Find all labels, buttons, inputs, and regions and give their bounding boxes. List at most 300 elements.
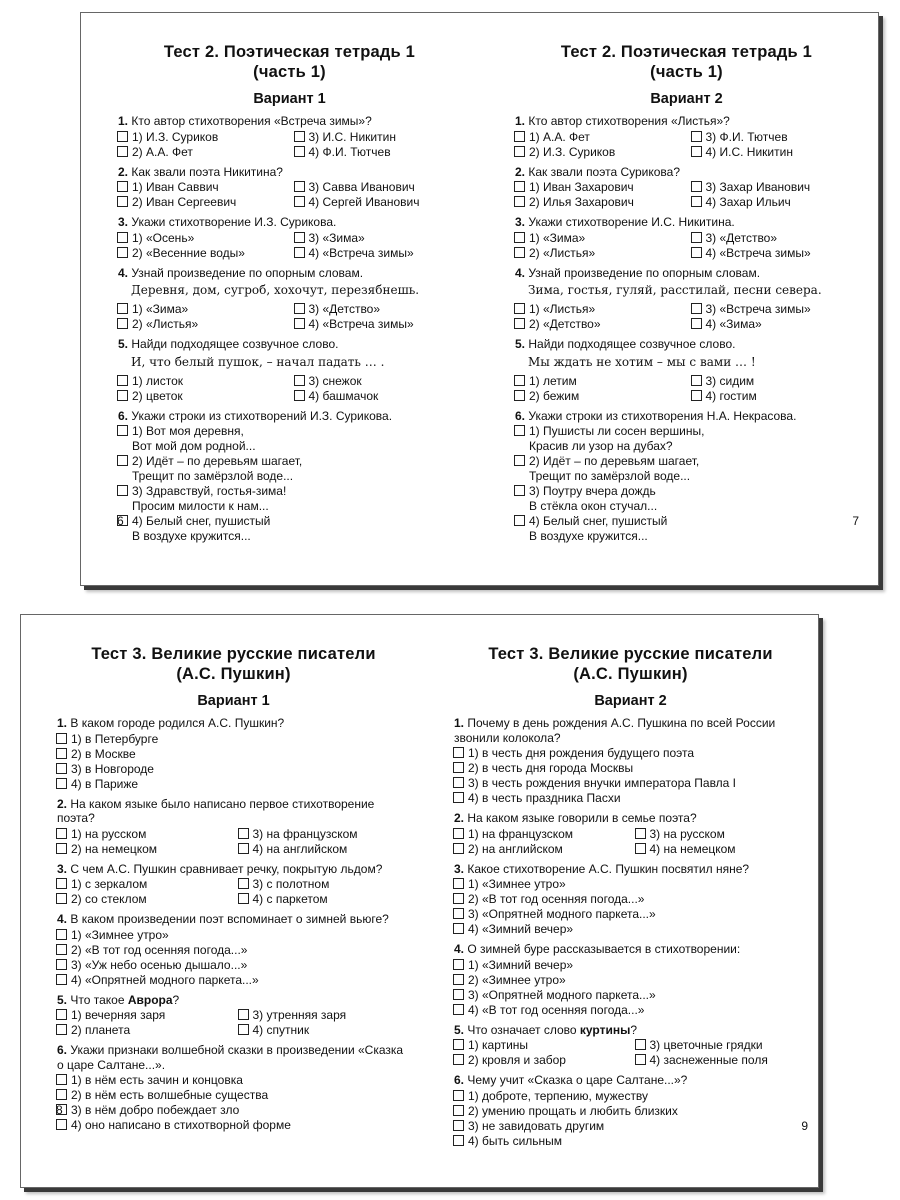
- answer-option[interactable]: [691, 389, 860, 404]
- answer-option[interactable]: [56, 1023, 230, 1038]
- answer-option[interactable]: [453, 973, 808, 988]
- checkbox[interactable]: [56, 1009, 67, 1020]
- option-label: 2) Илья Захарович: [529, 195, 634, 209]
- option-label: 4) «Зима»: [705, 317, 762, 331]
- answer-option[interactable]: [56, 762, 411, 777]
- checkbox[interactable]: [294, 303, 305, 314]
- checkbox[interactable]: [514, 425, 525, 436]
- checkbox[interactable]: [453, 1039, 464, 1050]
- answer-options: [117, 374, 462, 404]
- answer-option[interactable]: [117, 424, 462, 454]
- answer-option[interactable]: [691, 374, 860, 389]
- answer-option[interactable]: [453, 922, 808, 937]
- checkbox[interactable]: [453, 762, 464, 773]
- variant-heading: Вариант 2: [650, 91, 723, 107]
- answer-option[interactable]: [691, 180, 860, 195]
- answer-option[interactable]: [56, 777, 411, 792]
- answer-option[interactable]: [294, 180, 463, 195]
- checkbox[interactable]: [117, 485, 128, 496]
- checkbox[interactable]: [238, 843, 249, 854]
- answer-option[interactable]: [453, 958, 808, 973]
- checkbox[interactable]: [514, 303, 525, 314]
- variant-heading: Вариант 2: [594, 693, 667, 709]
- answer-option[interactable]: [514, 130, 683, 145]
- question-number: 6.: [515, 408, 526, 423]
- checkbox[interactable]: [635, 843, 646, 854]
- option-label: 1) «Осень»: [132, 230, 195, 245]
- checkbox[interactable]: [453, 974, 464, 985]
- option-label: 4) Ф.И. Тютчев: [308, 144, 391, 159]
- checkbox[interactable]: [691, 232, 702, 243]
- answer-option[interactable]: [56, 973, 411, 988]
- answer-option[interactable]: [453, 746, 808, 761]
- answer-option[interactable]: [238, 892, 412, 907]
- answer-option[interactable]: [691, 317, 860, 332]
- answer-option[interactable]: [117, 484, 462, 514]
- checkbox[interactable]: [56, 763, 67, 774]
- question-body: Узнай произведение по опорным словам.: [528, 265, 761, 280]
- question-text: [453, 1073, 808, 1088]
- option-label: 2) со стеклом: [71, 892, 147, 906]
- option-label: 2) «Весенние воды»: [132, 245, 245, 260]
- answer-option[interactable]: [117, 317, 286, 332]
- answer-option[interactable]: [691, 231, 860, 246]
- title-line-1: Тест 3. Великие русские писатели: [91, 645, 376, 663]
- question-number: 4.: [57, 912, 68, 926]
- question: [514, 266, 859, 333]
- answer-option[interactable]: [453, 1038, 627, 1053]
- checkbox[interactable]: [294, 390, 305, 401]
- question-number: 6.: [118, 408, 129, 423]
- quote-text: Зима, гостья, гуляй, расстилай, песни севера.: [528, 283, 822, 297]
- option-label: 3) «Детство»: [705, 230, 778, 245]
- question-text: [514, 337, 859, 352]
- answer-option[interactable]: [56, 1008, 230, 1023]
- question-text: [453, 716, 808, 745]
- answer-option[interactable]: [514, 246, 683, 261]
- checkbox[interactable]: [453, 1054, 464, 1065]
- answer-option[interactable]: [294, 195, 463, 210]
- option-label: 4) «Зимний вечер»: [468, 922, 574, 936]
- checkbox[interactable]: [453, 1135, 464, 1146]
- question-text: [453, 1023, 808, 1038]
- question-text: [117, 266, 462, 281]
- answer-option[interactable]: [453, 1003, 808, 1018]
- answer-option[interactable]: [117, 195, 286, 210]
- question-text: [117, 165, 462, 180]
- question: [514, 165, 859, 211]
- answer-option[interactable]: [56, 892, 230, 907]
- variant-heading: Вариант 1: [253, 91, 326, 107]
- question-number: 5.: [515, 337, 526, 351]
- answer-option[interactable]: [453, 827, 627, 842]
- test-title: [453, 644, 808, 684]
- option-label: 4) Захар Ильич: [705, 195, 791, 209]
- answer-options: [514, 231, 859, 261]
- answer-option[interactable]: [238, 877, 412, 892]
- checkbox[interactable]: [117, 232, 128, 243]
- checkbox[interactable]: [691, 181, 702, 192]
- checkbox[interactable]: [117, 196, 128, 207]
- question: [453, 811, 808, 857]
- checkbox[interactable]: [238, 893, 249, 904]
- question-number: 3.: [515, 215, 526, 229]
- checkbox[interactable]: [56, 1119, 67, 1130]
- checkbox[interactable]: [453, 989, 464, 1000]
- answer-options: [453, 1089, 808, 1149]
- checkbox[interactable]: [56, 828, 67, 839]
- checkbox[interactable]: [238, 828, 249, 839]
- option-label: 1) Пушисты ли сосен вершины, Красив ли узор на дубах?: [529, 424, 705, 453]
- question-number: 1.: [454, 716, 465, 730]
- option-label: 2) кровля и забор: [468, 1053, 566, 1067]
- checkbox[interactable]: [514, 318, 525, 329]
- question-number: 2.: [454, 811, 465, 825]
- question-number: 2.: [118, 164, 129, 179]
- option-label: 4) с паркетом: [252, 892, 328, 906]
- question-body: Кто автор стихотворения «Листья»?: [528, 114, 730, 128]
- checkbox[interactable]: [514, 455, 525, 466]
- option-label: 1) на французском: [468, 826, 574, 841]
- question: [56, 797, 411, 857]
- question-body: Найди подходящее созвучное слово.: [528, 337, 736, 351]
- option-label: 1) Иван Саввич: [132, 180, 219, 194]
- checkbox[interactable]: [691, 196, 702, 207]
- checkbox[interactable]: [117, 303, 128, 314]
- checkbox[interactable]: [117, 181, 128, 192]
- option-label: 2) Идёт – по деревьям шагает, Трещит по замёрзлой воде...: [529, 454, 700, 483]
- checkbox[interactable]: [56, 1089, 67, 1100]
- answer-options: [453, 958, 808, 1018]
- answer-option[interactable]: [453, 842, 627, 857]
- answer-option[interactable]: [635, 1053, 809, 1068]
- option-label: 4) Белый снег, пушистый В воздухе кружится...: [132, 514, 271, 543]
- checkbox[interactable]: [453, 843, 464, 854]
- answer-option[interactable]: [56, 877, 230, 892]
- answer-option[interactable]: [56, 1118, 411, 1133]
- answer-option[interactable]: [56, 842, 230, 857]
- checkbox[interactable]: [453, 792, 464, 803]
- answer-option[interactable]: [514, 514, 859, 544]
- answer-option[interactable]: [117, 454, 462, 484]
- checkbox[interactable]: [56, 1024, 67, 1035]
- answer-option[interactable]: [294, 130, 463, 145]
- checkbox[interactable]: [691, 247, 702, 258]
- answer-option[interactable]: [294, 389, 463, 404]
- answer-option[interactable]: [294, 145, 463, 160]
- answer-option[interactable]: [56, 827, 230, 842]
- option-label: 3) снежок: [308, 373, 362, 388]
- checkbox[interactable]: [238, 1024, 249, 1035]
- answer-option[interactable]: [691, 130, 860, 145]
- title-line-2: (А.С. Пушкин): [573, 665, 688, 683]
- answer-option[interactable]: [56, 943, 411, 958]
- checkbox[interactable]: [238, 878, 249, 889]
- option-label: 2) «Зимнее утро»: [468, 972, 566, 987]
- answer-option[interactable]: [56, 1088, 411, 1103]
- checkbox[interactable]: [453, 893, 464, 904]
- option-label: 3) Поутру вчера дождь В стёкла окон стучал...: [529, 484, 658, 513]
- question-number: 3.: [57, 861, 68, 876]
- checkbox[interactable]: [117, 131, 128, 142]
- answer-option[interactable]: [56, 747, 411, 762]
- checkbox[interactable]: [514, 232, 525, 243]
- checkbox[interactable]: [117, 146, 128, 157]
- answer-option[interactable]: [514, 484, 859, 514]
- checkbox[interactable]: [56, 843, 67, 854]
- checkbox[interactable]: [453, 747, 464, 758]
- page-number: 8: [56, 1103, 63, 1117]
- checkbox[interactable]: [514, 375, 525, 386]
- checkbox[interactable]: [294, 375, 305, 386]
- option-label: 2) цветок: [132, 388, 183, 403]
- checkbox[interactable]: [514, 181, 525, 192]
- option-label: 3) в нём добро побеждает зло: [71, 1103, 240, 1117]
- option-label: 1) А.А. Фет: [529, 129, 590, 144]
- checkbox[interactable]: [117, 247, 128, 258]
- answer-options: [117, 231, 462, 261]
- checkbox[interactable]: [453, 923, 464, 934]
- answer-option[interactable]: [453, 877, 808, 892]
- checkbox[interactable]: [453, 777, 464, 788]
- question-body: Укажи признаки волшебной сказки в произведении «Сказка о царе Салтане...».: [57, 1043, 404, 1072]
- option-label: 3) «Встреча зимы»: [705, 302, 811, 316]
- checkbox[interactable]: [117, 425, 128, 436]
- answer-option[interactable]: [117, 389, 286, 404]
- answer-option[interactable]: [514, 424, 859, 454]
- answer-option[interactable]: [56, 732, 411, 747]
- checkbox[interactable]: [56, 944, 67, 955]
- answer-option[interactable]: [453, 1089, 808, 1104]
- answer-option[interactable]: [691, 246, 860, 261]
- option-label: 4) И.С. Никитин: [705, 144, 793, 159]
- answer-option[interactable]: [117, 374, 286, 389]
- checkbox[interactable]: [56, 748, 67, 759]
- checkbox[interactable]: [294, 247, 305, 258]
- checkbox[interactable]: [514, 485, 525, 496]
- option-label: 1) «Листья»: [529, 302, 596, 316]
- answer-options: [56, 1008, 411, 1038]
- question: [453, 716, 808, 806]
- answer-options: [453, 877, 808, 937]
- answer-option[interactable]: [514, 180, 683, 195]
- answer-option[interactable]: [635, 827, 809, 842]
- answer-option[interactable]: [56, 958, 411, 973]
- checkbox[interactable]: [294, 232, 305, 243]
- answer-option[interactable]: [294, 317, 463, 332]
- checkbox[interactable]: [117, 318, 128, 329]
- answer-options: [117, 302, 462, 332]
- answer-option[interactable]: [635, 842, 809, 857]
- answer-option[interactable]: [294, 246, 463, 261]
- answer-option[interactable]: [453, 907, 808, 922]
- answer-option[interactable]: [691, 145, 860, 160]
- checkbox[interactable]: [56, 878, 67, 889]
- checkbox[interactable]: [691, 318, 702, 329]
- option-label: 1) с зеркалом: [71, 877, 148, 891]
- checkbox[interactable]: [514, 515, 525, 526]
- option-label: 1) в честь дня рождения будущего поэта: [468, 746, 695, 760]
- checkbox[interactable]: [56, 893, 67, 904]
- question: [117, 114, 462, 160]
- question-text: [453, 942, 808, 957]
- option-label: 3) не завидовать другим: [468, 1118, 605, 1133]
- answer-option[interactable]: [117, 246, 286, 261]
- checkbox[interactable]: [294, 146, 305, 157]
- answer-option[interactable]: [453, 892, 808, 907]
- option-label: 3) в Новгороде: [71, 761, 154, 776]
- answer-options: [117, 130, 462, 160]
- option-label: 2) «В тот год осенняя погода...»: [468, 892, 645, 906]
- checkbox[interactable]: [691, 131, 702, 142]
- answer-option[interactable]: [691, 302, 860, 317]
- answer-option[interactable]: [453, 761, 808, 776]
- checkbox[interactable]: [453, 959, 464, 970]
- option-label: 4) заснеженные поля: [649, 1053, 768, 1067]
- option-label: 2) в честь дня города Москвы: [468, 761, 634, 775]
- checkbox[interactable]: [294, 196, 305, 207]
- answer-option[interactable]: [691, 195, 860, 210]
- answer-option[interactable]: [514, 145, 683, 160]
- question-text: [56, 862, 411, 877]
- option-label: 4) в Париже: [71, 776, 139, 791]
- question-text: [56, 1043, 411, 1072]
- quote-text: И, что белый пушок, – начал падать … .: [131, 354, 385, 369]
- checkbox[interactable]: [117, 455, 128, 466]
- option-label: 1) доброте, терпению, мужеству: [468, 1088, 649, 1103]
- answer-options: [56, 1073, 411, 1133]
- checkbox[interactable]: [453, 1120, 464, 1131]
- answer-option[interactable]: [117, 514, 462, 544]
- answer-option[interactable]: [294, 231, 463, 246]
- question-body: Укажи стихотворение И.С. Никитина.: [528, 215, 735, 229]
- question: [453, 942, 808, 1018]
- checkbox[interactable]: [56, 929, 67, 940]
- question-text-before: Что такое: [70, 992, 128, 1007]
- question-number: 3.: [454, 861, 465, 876]
- page-9: [453, 615, 808, 1149]
- title-line-2: (часть 1): [253, 63, 326, 81]
- answer-option[interactable]: [453, 1104, 808, 1119]
- option-label: 3) утренняя заря: [252, 1008, 347, 1022]
- test-title: [117, 42, 462, 82]
- question-number: 2.: [515, 164, 526, 179]
- answer-option[interactable]: [453, 988, 808, 1003]
- answer-option[interactable]: [117, 145, 286, 160]
- answer-option[interactable]: [56, 1073, 411, 1088]
- answer-option[interactable]: [117, 130, 286, 145]
- checkbox[interactable]: [635, 1039, 646, 1050]
- checkbox[interactable]: [635, 1054, 646, 1065]
- answer-option[interactable]: [56, 928, 411, 943]
- option-label: 1) вечерняя заря: [71, 1008, 166, 1022]
- question: [117, 337, 462, 404]
- answer-option[interactable]: [117, 180, 286, 195]
- checkbox[interactable]: [56, 974, 67, 985]
- checkbox[interactable]: [514, 390, 525, 401]
- option-label: 4) башмачок: [308, 388, 379, 403]
- option-label: 1) «Зимний вечер»: [468, 957, 574, 972]
- answer-option[interactable]: [238, 1008, 412, 1023]
- answer-option[interactable]: [294, 374, 463, 389]
- checkbox[interactable]: [56, 1074, 67, 1085]
- answer-option[interactable]: [514, 195, 683, 210]
- question-text: [453, 862, 808, 877]
- answer-option[interactable]: [238, 842, 412, 857]
- checkbox[interactable]: [56, 733, 67, 744]
- checkbox[interactable]: [294, 131, 305, 142]
- answer-option[interactable]: [453, 1134, 808, 1149]
- answer-option[interactable]: [635, 1038, 809, 1053]
- answer-option[interactable]: [117, 231, 286, 246]
- checkbox[interactable]: [453, 1105, 464, 1116]
- answer-option[interactable]: [238, 827, 412, 842]
- answer-option[interactable]: [56, 1103, 411, 1118]
- answer-option[interactable]: [453, 1053, 627, 1068]
- answer-option[interactable]: [238, 1023, 412, 1038]
- checkbox[interactable]: [294, 318, 305, 329]
- option-label: 3) на французском: [252, 826, 358, 841]
- checkbox[interactable]: [238, 1009, 249, 1020]
- answer-option[interactable]: [514, 454, 859, 484]
- answer-option[interactable]: [453, 1119, 808, 1134]
- checkbox[interactable]: [56, 959, 67, 970]
- question-number: 1.: [57, 716, 68, 730]
- checkbox[interactable]: [453, 878, 464, 889]
- page-number: 6: [117, 514, 124, 528]
- answer-option[interactable]: [117, 302, 286, 317]
- checkbox[interactable]: [514, 196, 525, 207]
- option-label: 3) «Уж небо осенью дышало...»: [71, 957, 248, 972]
- title-line-2: (часть 1): [650, 63, 723, 81]
- checkbox[interactable]: [691, 375, 702, 386]
- option-label: 1) Вот моя деревня, Вот мой дом родной...: [132, 424, 256, 453]
- answer-option[interactable]: [453, 791, 808, 806]
- checkbox[interactable]: [294, 181, 305, 192]
- option-label: 2) «В тот год осенняя погода...»: [71, 942, 248, 957]
- answer-option[interactable]: [514, 389, 683, 404]
- question-number: 6.: [454, 1073, 465, 1087]
- answer-option[interactable]: [514, 231, 683, 246]
- answer-option[interactable]: [514, 374, 683, 389]
- checkbox[interactable]: [117, 375, 128, 386]
- question-number: 5.: [454, 1022, 465, 1037]
- answer-option[interactable]: [294, 302, 463, 317]
- checkbox[interactable]: [514, 247, 525, 258]
- checkbox[interactable]: [56, 778, 67, 789]
- checkbox[interactable]: [453, 1004, 464, 1015]
- answer-option[interactable]: [514, 317, 683, 332]
- checkbox[interactable]: [691, 146, 702, 157]
- answer-option[interactable]: [514, 302, 683, 317]
- checkbox[interactable]: [514, 131, 525, 142]
- checkbox[interactable]: [117, 390, 128, 401]
- option-label: 1) Иван Захарович: [529, 180, 634, 194]
- checkbox[interactable]: [514, 146, 525, 157]
- answer-options: [453, 1038, 808, 1068]
- checkbox[interactable]: [691, 303, 702, 314]
- question-body: Узнай произведение по опорным словам.: [131, 265, 364, 280]
- checkbox[interactable]: [691, 390, 702, 401]
- checkbox[interactable]: [453, 908, 464, 919]
- page-number: 9: [801, 1118, 808, 1133]
- option-label: 4) Белый снег, пушистый В воздухе кружится...: [529, 514, 668, 543]
- checkbox[interactable]: [635, 828, 646, 839]
- checkbox[interactable]: [453, 1090, 464, 1101]
- checkbox[interactable]: [453, 828, 464, 839]
- option-label: 1) И.З. Суриков: [132, 129, 219, 144]
- answer-option[interactable]: [453, 776, 808, 791]
